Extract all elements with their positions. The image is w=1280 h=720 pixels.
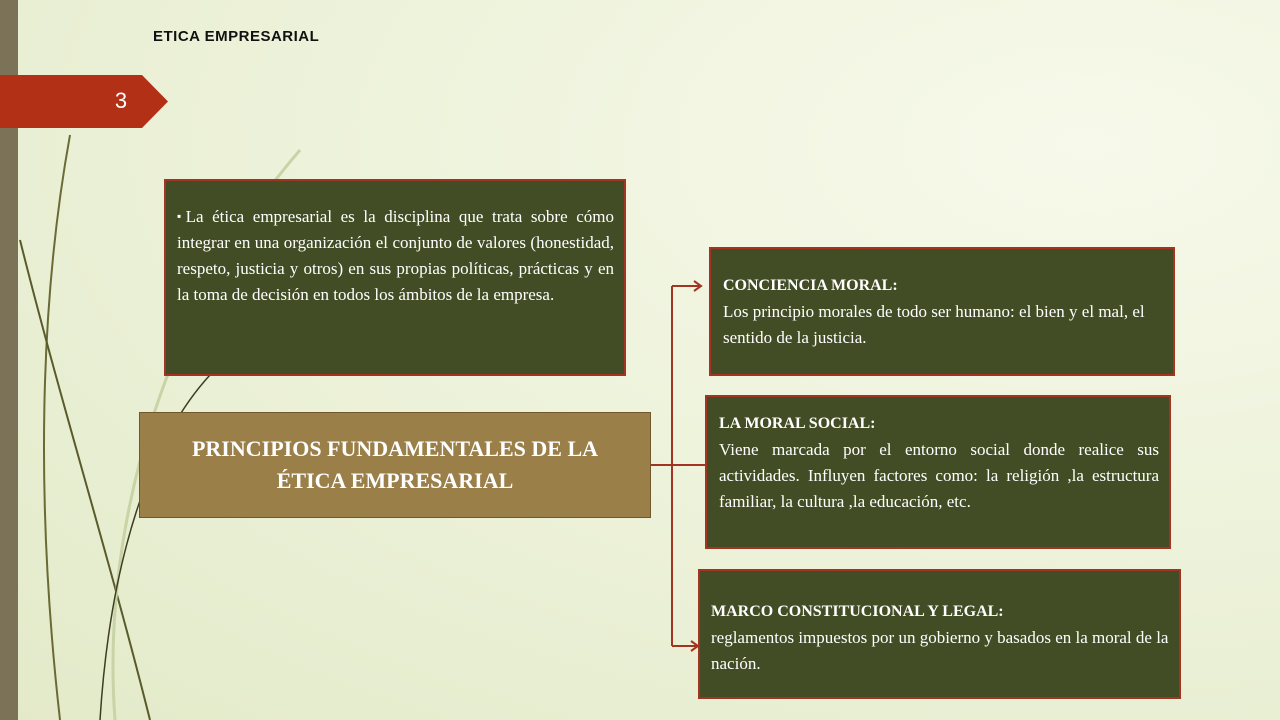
header-title: ETICA EMPRESARIAL <box>153 28 320 45</box>
branch-box-marco-constitucional <box>698 569 1181 699</box>
main-topic-title: PRINCIPIOS FUNDAMENTALES DE LA ÉTICA EMPRESARIAL <box>191 436 599 493</box>
slide-number: 3 <box>114 88 128 113</box>
branch-heading: CONCIENCIA MORAL: <box>723 277 898 294</box>
definition-text: La ética empresarial es la disciplina que trata sobre cómo integrar en una organización el conjunto de valores (honestidad, respeto, justicia y otros) en sus propias políticas, prácticas y en la toma de decisión en todos los ámbitos de la empresa. <box>177 207 614 304</box>
branch-heading: MARCO CONSTITUCIONAL Y LEGAL: <box>711 603 1004 620</box>
branch-box-conciencia-moral <box>709 247 1175 376</box>
branch-box-moral-social <box>705 395 1171 549</box>
square-bullet-icon: ▪ <box>177 209 186 223</box>
branch-text: Los principio morales de todo ser humano: el bien y el mal, el sentido de la justicia. <box>723 302 1145 347</box>
branch-heading: LA MORAL SOCIAL: <box>719 415 876 432</box>
main-topic-box <box>139 412 651 518</box>
branch-text: Viene marcada por el entorno social donde realice sus actividades. Influyen factores como: la religión ,la estructura familiar, la cultura ,la educación, etc. <box>719 440 1159 511</box>
definition-box <box>164 179 626 376</box>
branch-text: reglamentos impuestos por un gobierno y basados en la moral de la nación. <box>711 628 1169 673</box>
